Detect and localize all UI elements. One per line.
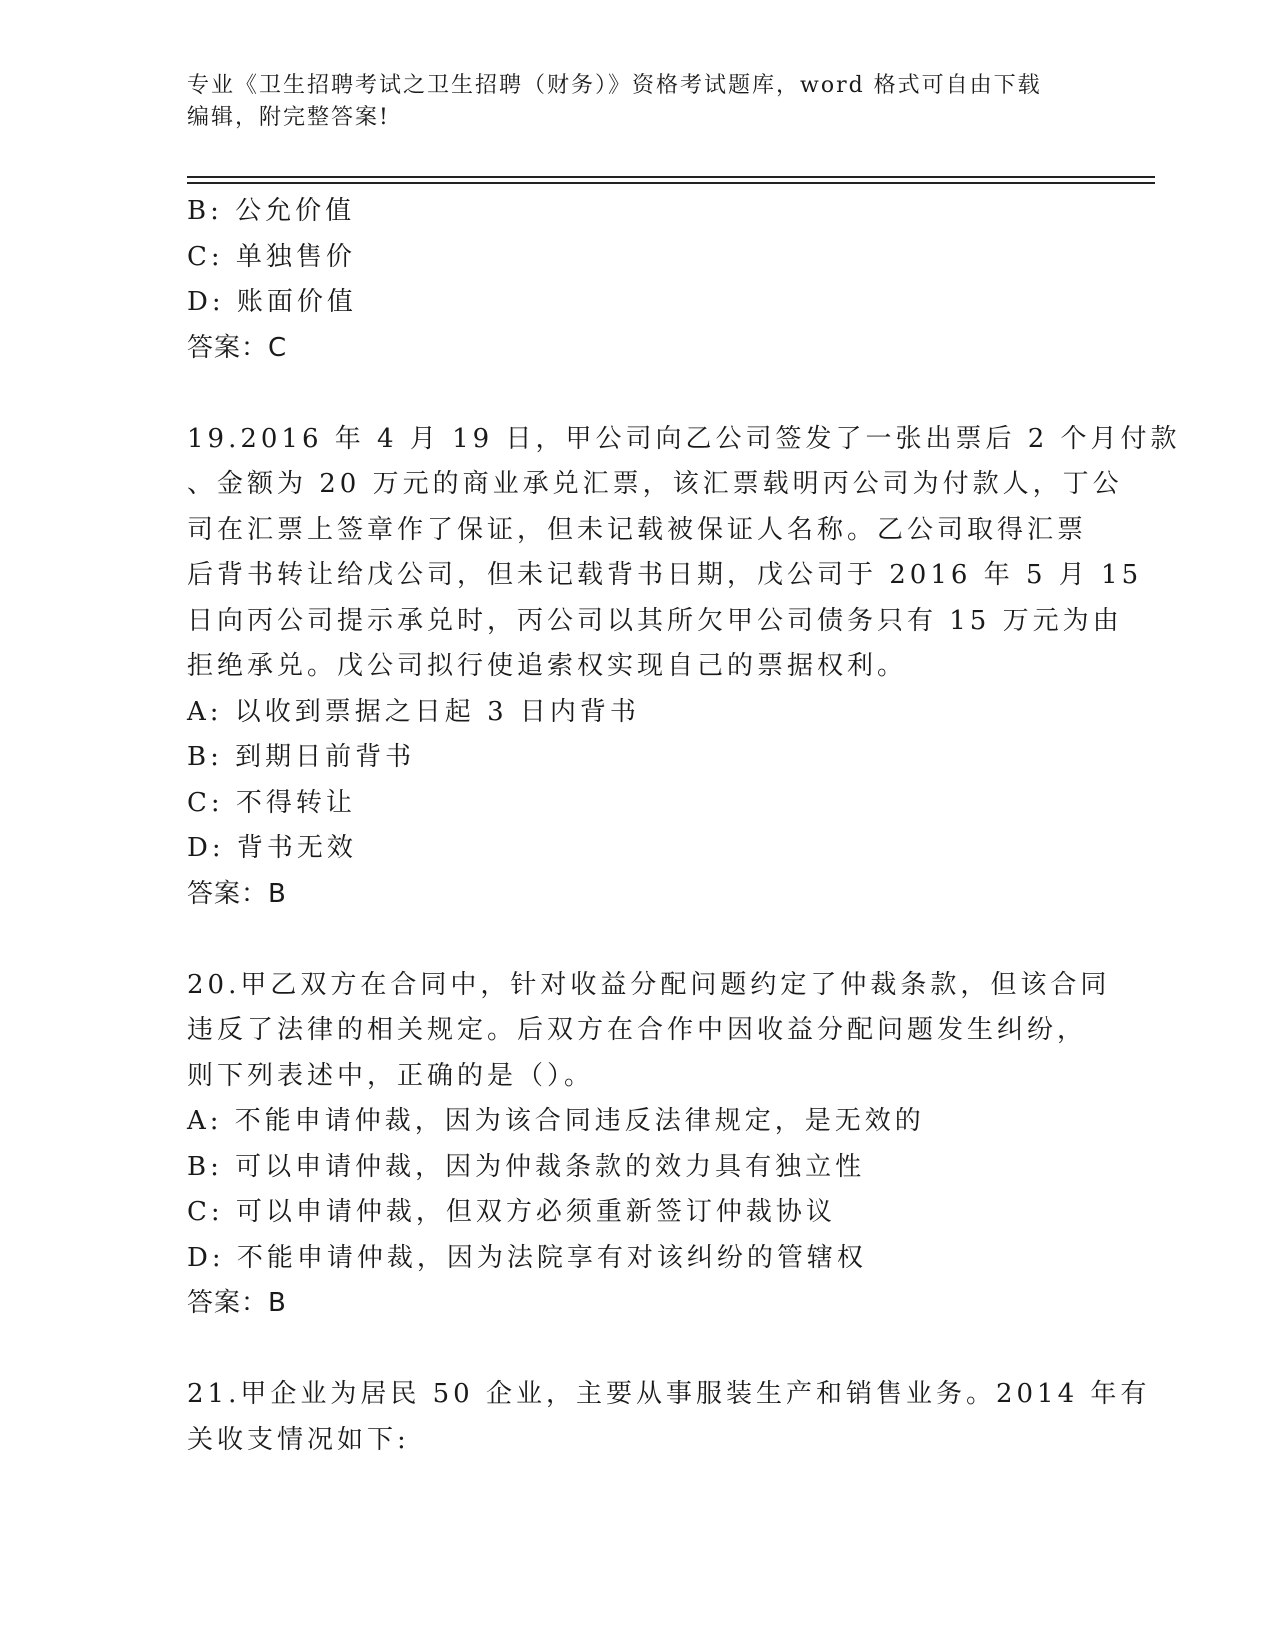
question-20 bbox=[187, 963, 1111, 1327]
question-stem-line: 则下列表述中，正确的是（）。 bbox=[187, 1060, 595, 1091]
option-a: A: 不能申请仲裁，因为该合同违反法律规定，是无效的 bbox=[187, 1106, 925, 1136]
document-header bbox=[187, 70, 1067, 134]
option-d: D: 账面价值 bbox=[187, 287, 357, 317]
answer: 答案：B bbox=[187, 878, 287, 909]
question-stem-line: 司在汇票上签章作了保证，但未记载被保证人名称。乙公司取得汇票 bbox=[187, 514, 1088, 545]
option-b: B: 可以申请仲裁，因为仲裁条款的效力具有独立性 bbox=[187, 1151, 866, 1182]
header-line-1: 专业《卫生招聘考试之卫生招聘（财务）》资格考试题库，word 格式可自由下载 bbox=[187, 73, 1042, 98]
answer: 答案：B bbox=[187, 1288, 287, 1318]
option-c: C: 可以申请仲裁，但双方必须重新签订仲裁协议 bbox=[187, 1197, 836, 1227]
question-stem-line: 关收支情况如下: bbox=[187, 1424, 410, 1455]
question-19 bbox=[187, 417, 1181, 918]
header-rule-bottom bbox=[187, 182, 1155, 184]
option-b: B: 到期日前背书 bbox=[187, 742, 416, 772]
option-b: B: 公允价值 bbox=[187, 196, 356, 226]
option-d: D: 不能申请仲裁，因为法院享有对该纠纷的管辖权 bbox=[187, 1242, 867, 1273]
question-21 bbox=[187, 1372, 1151, 1463]
header-line-2: 编辑，附完整答案! bbox=[187, 105, 390, 130]
answer: 答案：C bbox=[187, 332, 288, 363]
document-body bbox=[187, 189, 1181, 1463]
question-stem-line: 后背书转让给戊公司，但未记载背书日期，戊公司于 2016 年 5 月 15 bbox=[187, 560, 1143, 590]
spacer bbox=[187, 1327, 1087, 1373]
header-rule-top bbox=[187, 176, 1155, 178]
option-c: C: 不得转让 bbox=[187, 787, 356, 818]
question-stem-line: 21.甲企业为居民 50 企业，主要从事服装生产和销售业务。2014 年有 bbox=[187, 1379, 1151, 1409]
prev-question bbox=[187, 189, 1087, 371]
question-stem-line: 19.2016 年 4 月 19 日，甲公司向乙公司签发了一张出票后 2 个月付款 bbox=[187, 423, 1181, 454]
question-stem-line: 违反了法律的相关规定。后双方在合作中因收益分配问题发生纠纷， bbox=[187, 1015, 1088, 1045]
question-stem-line: 、金额为 20 万元的商业承兑汇票，该汇票载明丙公司为付款人，丁公 bbox=[187, 469, 1123, 499]
spacer bbox=[187, 917, 1087, 963]
question-stem-line: 日向丙公司提示承兑时，丙公司以其所欠甲公司债务只有 15 万元为由 bbox=[187, 605, 1123, 636]
question-stem-line: 拒绝承兑。戊公司拟行使追索权实现自己的票据权利。 bbox=[187, 651, 908, 681]
question-stem-line: 20.甲乙双方在合同中，针对收益分配问题约定了仲裁条款，但该合同 bbox=[187, 969, 1111, 1000]
spacer bbox=[187, 371, 1087, 417]
option-c: C: 单独售价 bbox=[187, 241, 356, 272]
option-a: A: 以收到票据之日起 3 日内背书 bbox=[187, 696, 640, 727]
option-d: D: 背书无效 bbox=[187, 833, 357, 863]
